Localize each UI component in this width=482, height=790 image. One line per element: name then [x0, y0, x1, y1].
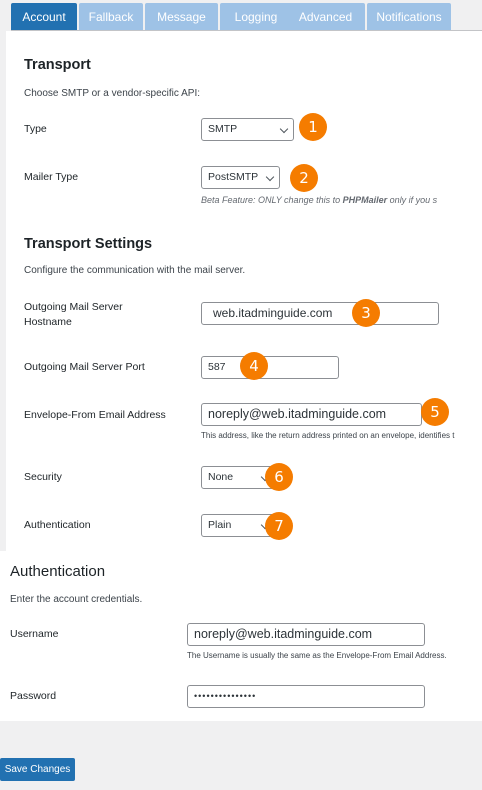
- username-help: The Username is usually the same as the Envelope-From Email Address.: [187, 651, 447, 660]
- chevron-down-icon: [266, 173, 274, 181]
- security-label: Security: [24, 471, 62, 483]
- transport-description: Choose SMTP or a vendor-specific API:: [24, 88, 201, 99]
- hostname-label: [24, 300, 123, 330]
- authentication-type-label: Authentication: [24, 519, 91, 531]
- tab-message[interactable]: Message: [145, 3, 218, 31]
- beta-note-prefix: Beta Feature: ONLY change this to: [201, 195, 343, 205]
- authentication-type-select-value: Plain: [208, 519, 232, 531]
- mailer-type-label: Mailer Type: [24, 171, 79, 183]
- security-select[interactable]: [201, 466, 275, 489]
- step-badge-5: 5: [421, 398, 449, 426]
- hostname-label-line2: Hostname: [24, 316, 72, 328]
- tab-logging[interactable]: Logging: [220, 3, 292, 31]
- type-select[interactable]: [201, 118, 294, 141]
- tab-advanced[interactable]: Advanced: [286, 3, 365, 31]
- hostname-input[interactable]: web.itadminguide.com: [201, 302, 439, 325]
- mailer-type-select-value: PostSMTP: [208, 171, 259, 183]
- authentication-type-select[interactable]: [201, 514, 275, 537]
- transport-settings-heading: Transport Settings: [24, 236, 153, 252]
- transport-heading: Transport: [24, 57, 91, 73]
- transport-settings-description: Configure the communication with the mail server.: [24, 265, 246, 276]
- hostname-label-line1: Outgoing Mail Server: [24, 301, 123, 313]
- type-label: Type: [24, 123, 47, 135]
- beta-feature-note: [201, 195, 482, 205]
- step-badge-1: 1: [299, 113, 327, 141]
- authentication-heading: Authentication: [10, 563, 106, 580]
- step-badge-6: 6: [265, 463, 293, 491]
- envelope-from-help: This address, like the return address printed on an envelope, identifies t: [201, 431, 455, 440]
- port-input[interactable]: 587: [201, 356, 339, 379]
- authentication-description: Enter the account credentials.: [10, 594, 143, 605]
- tab-account[interactable]: Account: [11, 3, 77, 31]
- tab-notifications[interactable]: Notifications: [367, 3, 451, 31]
- type-select-value: SMTP: [208, 123, 238, 135]
- envelope-from-input[interactable]: noreply@web.itadminguide.com: [201, 403, 422, 426]
- beta-note-bold: PHPMailer: [342, 195, 388, 205]
- step-badge-2: 2: [290, 164, 318, 192]
- password-label: Password: [10, 690, 57, 702]
- port-label: Outgoing Mail Server Port: [24, 361, 145, 373]
- security-select-value: None: [208, 471, 234, 483]
- mailer-type-select[interactable]: [201, 166, 280, 189]
- step-badge-3: 3: [352, 299, 380, 327]
- password-input[interactable]: •••••••••••••••: [187, 685, 425, 708]
- step-badge-4: 4: [240, 352, 268, 380]
- username-label: Username: [10, 628, 59, 640]
- beta-note-suffix: only if you s: [387, 195, 438, 205]
- save-changes-button[interactable]: Save Changes: [0, 758, 75, 781]
- envelope-from-label: Envelope-From Email Address: [24, 409, 166, 421]
- tab-fallback[interactable]: Fallback: [79, 3, 143, 31]
- chevron-down-icon: [280, 125, 288, 133]
- username-input[interactable]: noreply@web.itadminguide.com: [187, 623, 425, 646]
- step-badge-7: 7: [265, 512, 293, 540]
